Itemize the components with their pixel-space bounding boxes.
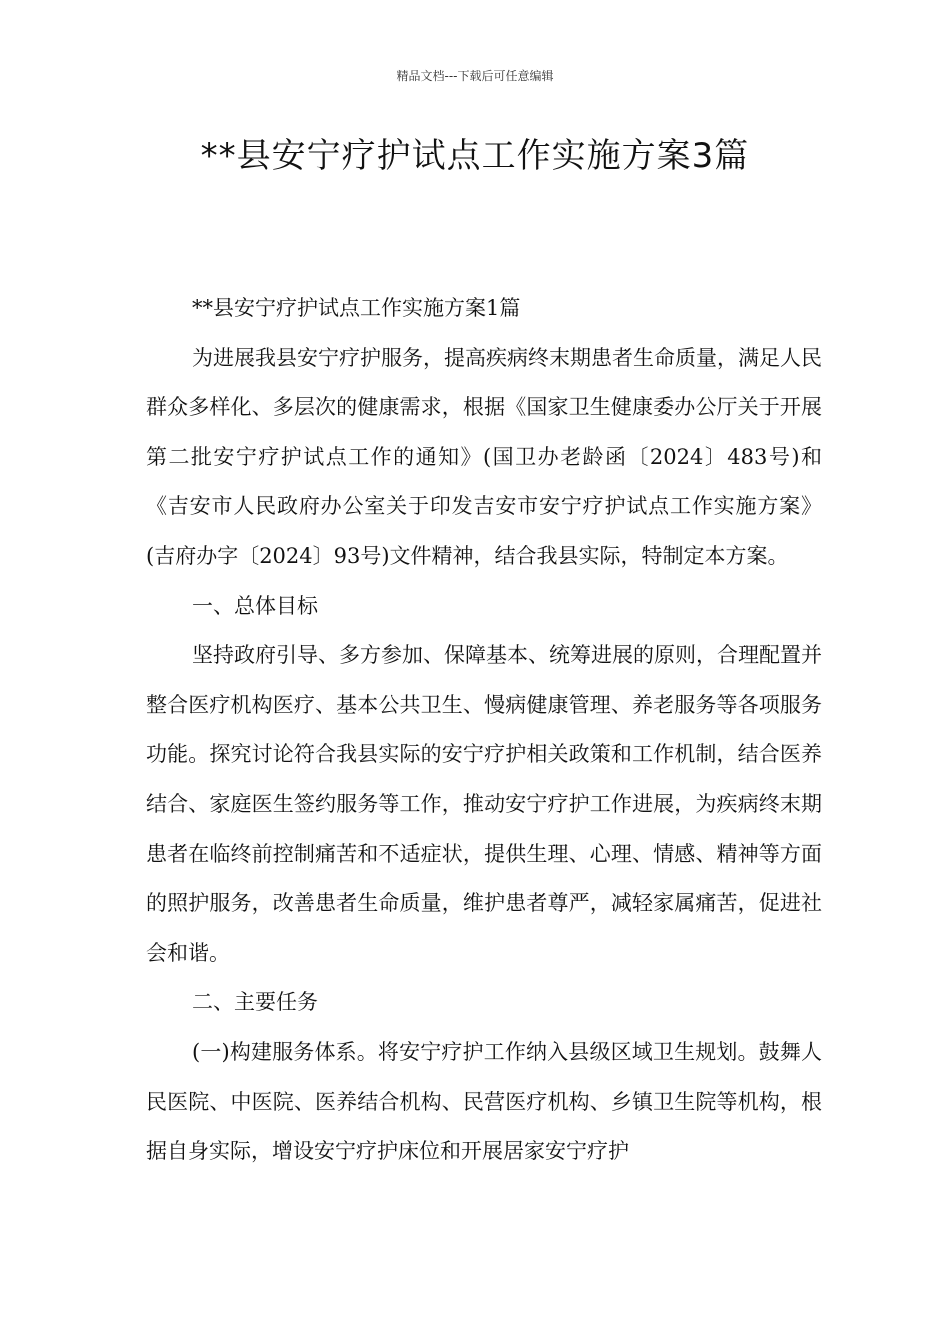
section-subtitle: **县安宁疗护试点工作实施方案1篇	[192, 296, 521, 320]
document-body	[146, 284, 822, 1177]
header-note: 精品文档---下载后可任意编辑	[396, 69, 554, 83]
section-heading-tasks: 二、主要任务	[192, 990, 318, 1015]
paragraph-tasks: (一)构建服务体系。将安宁疗护工作纳入县级区域卫生规划。鼓舞人民医院、中医院、医养结合机构、民营医疗机构、乡镇卫生院等机构，根据自身实际，增设安宁疗护床位和开展居家安宁疗护	[146, 1039, 822, 1164]
paragraph-intro: 为进展我县安宁疗护服务，提高疾病终末期患者生命质量，满足人民群众多样化、多层次的健康需求，根据《国家卫生健康委办公厅关于开展第二批安宁疗护试点工作的通知》(国卫办老龄函〔2024〕483号)和《吉安市人民政府办公室关于印发吉安市安宁疗护试点工作实施方案》(吉府办字〔2024〕93号)文件精神，结合我县实际，特制定本方案。	[146, 345, 822, 568]
paragraph-goals: 坚持政府引导、多方参加、保障基本、统筹进展的原则，合理配置并整合医疗机构医疗、基本公共卫生、慢病健康管理、养老服务等各项服务功能。探究讨论符合我县实际的安宁疗护相关政策和工作机制，结合医养结合、家庭医生签约服务等工作，推动安宁疗护工作进展，为疾病终末期患者在临终前控制痛苦和不适症状，提供生理、心理、情感、精神等方面的照护服务，改善患者生命质量，维护患者尊严，减轻家属痛苦，促进社会和谐。	[146, 643, 822, 965]
section-heading-goals: 一、总体目标	[192, 593, 318, 618]
document-title: **县安宁疗护试点工作实施方案3篇	[200, 136, 750, 176]
